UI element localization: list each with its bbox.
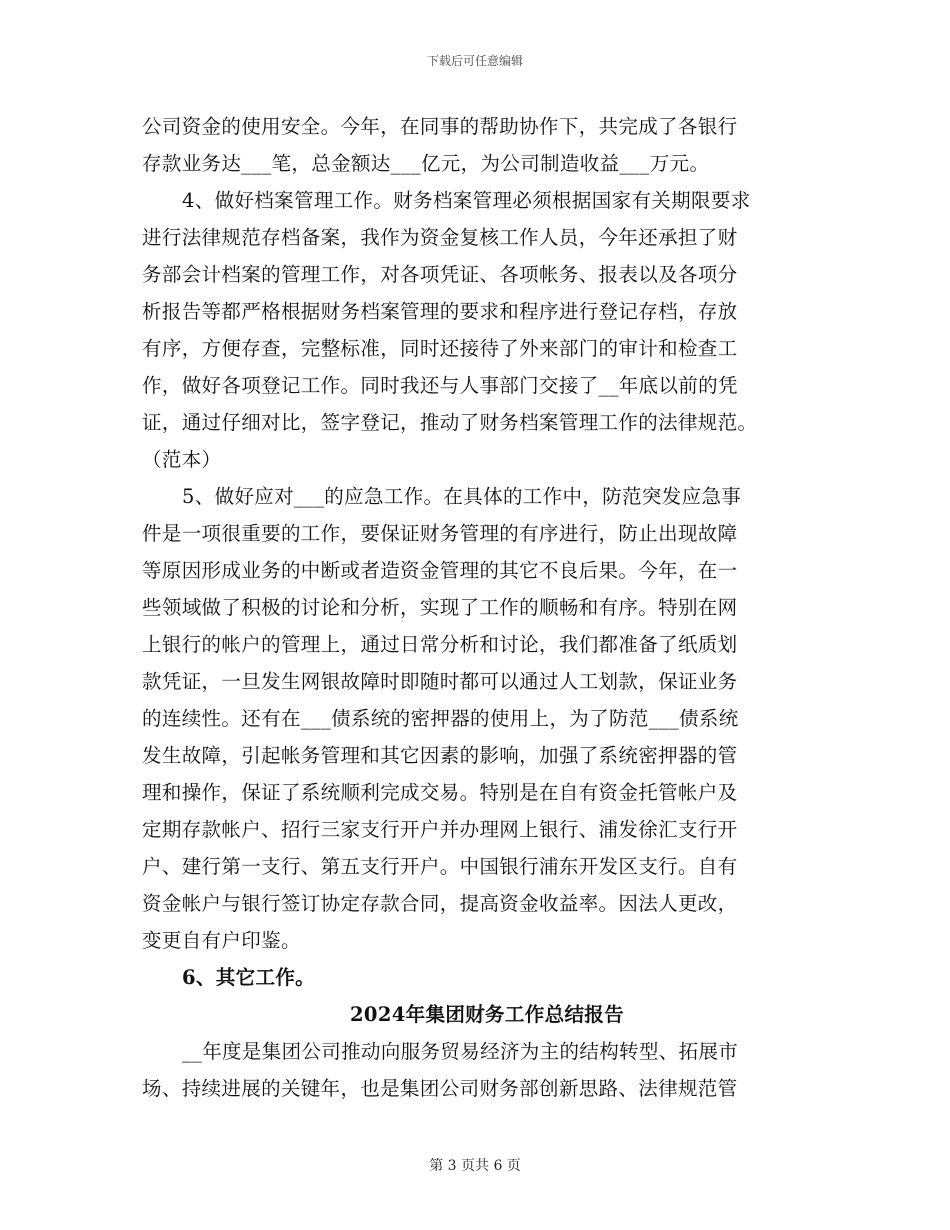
body-line: 存款业务达___笔，总金额达___亿元，为公司制造收益___万元。 <box>142 152 710 175</box>
body-line: 进行法律规范存档备案，我作为资金复核工作人员，今年还承担了财 <box>142 226 738 249</box>
paragraph-start-line: 5、做好应对___的应急工作。在具体的工作中，防范突发应急事 <box>182 485 742 508</box>
body-line: 件是一项很重要的工作，要保证财务管理的有序进行，防止出现故障 <box>142 522 738 545</box>
body-line: 务部会计档案的管理工作，对各项凭证、各项帐务、报表以及各项分 <box>142 263 738 286</box>
body-line: 发生故障，引起帐务管理和其它因素的影响，加强了系统密押器的管 <box>142 744 738 767</box>
body-line: 资金帐户与银行签订协定存款合同，提高资金收益率。因法人更改， <box>142 892 738 915</box>
body-line: 析报告等都严格根据财务档案管理的要求和程序进行登记存档，存放 <box>142 300 738 323</box>
body-line: 场、持续进展的关键年，也是集团公司财务部创新思路、法律规范管 <box>142 1077 738 1100</box>
body-line: 变更自有户印鉴。 <box>142 929 301 952</box>
page-footer: 第 3 页共 6 页 <box>429 1158 521 1174</box>
body-line: （范本） <box>142 448 222 471</box>
body-line: 公司资金的使用安全。今年，在同事的帮助协作下，共完成了各银行 <box>142 115 738 138</box>
body-line: 的连续性。还有在___债系统的密押器的使用上，为了防范___债系统 <box>142 707 739 730</box>
body-line: 款凭证，一旦发生网银故障时即随时都可以通过人工划款，保证业务 <box>142 670 738 693</box>
body-line: 理和操作，保证了系统顺利完成交易。特别是在自有资金托管帐户及 <box>142 781 738 804</box>
body-line: 作，做好各项登记工作。同时我还与人事部门交接了__年底以前的凭 <box>142 374 738 397</box>
section-heading: 6、其它工作。 <box>182 966 316 989</box>
body-line: 户、建行第一支行、第五支行开户。中国银行浦东开发区支行。自有 <box>142 855 738 878</box>
body-line: 有序，方便存查，完整标准，同时还接待了外来部门的审计和检查工 <box>142 337 738 360</box>
document-body <box>142 108 822 1107</box>
body-line: 定期存款帐户、招行三家支行开户并办理网上银行、浦发徐汇支行开 <box>142 818 738 841</box>
report-title: 2024年集团财务工作总结报告 <box>349 1003 625 1026</box>
body-line: 上银行的帐户的管理上，通过日常分析和讨论，我们都准备了纸质划 <box>142 633 738 656</box>
body-line: 等原因形成业务的中断或者造资金管理的其它不良后果。今年，在一 <box>142 559 738 582</box>
body-line: 些领域做了积极的讨论和分析，实现了工作的顺畅和有序。特别在网 <box>142 596 738 619</box>
paragraph-start-line: 4、做好档案管理工作。财务档案管理必须根据国家有关期限要求 <box>182 189 751 212</box>
page-header: 下载后可任意编辑 <box>426 54 523 68</box>
paragraph-start-line: __年度是集团公司推动向服务贸易经济为主的结构转型、拓展市 <box>182 1040 739 1063</box>
body-line: 证，通过仔细对比，签字登记，推动了财务档案管理工作的法律规范。 <box>142 411 758 434</box>
